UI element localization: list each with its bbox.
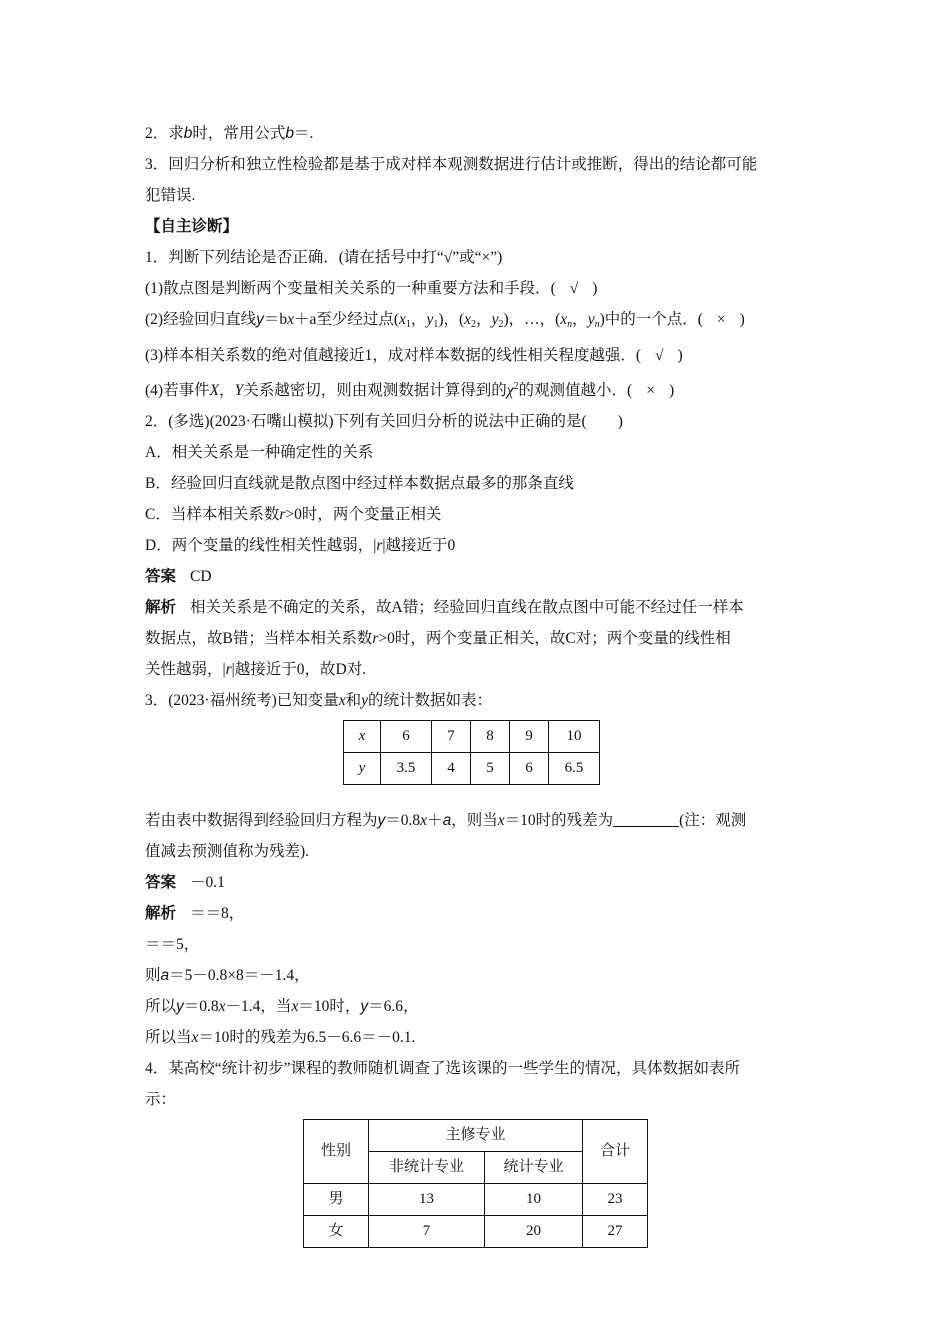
q1-statement-2: (2)经验回归直线y＝bx＋a至少经过点($x_1$，$y_1$)，($x_2$，$y_2$)，…，($x_n$，$y_n$)中的一个点．( × )	[145, 311, 745, 330]
cross-mark: ×	[716, 311, 726, 328]
q3-explanation-line3: 则a＝5－0.8×8＝－1.4，	[145, 967, 310, 984]
table-row: 女 7 20 27	[304, 1216, 648, 1248]
q2-option-a: A．相关关系是一种确定性的关系	[145, 444, 374, 461]
q1-statement-1: (1)散点图是判断两个变量相关关系的一种重要方法和手段．( √ )	[145, 280, 598, 297]
intro-item-2: 2．求b时，常用公式b＝.	[145, 125, 314, 142]
q4-stem-line1: 4．某高校“统计初步”课程的教师随机调查了选该课的一些学生的情况，具体数据如表所	[145, 1060, 741, 1077]
q4-stem-line2: 示：	[145, 1091, 177, 1108]
q3-stem: 3．(2023·福州统考)已知变量x和y的统计数据如表：	[145, 692, 493, 709]
q2-explanation-line1: 解析 相关关系是不确定的关系，故A错；经验回归直线在散点图中可能不经过任一样本	[145, 599, 744, 616]
q4-data-table-wrap	[303, 1119, 807, 1248]
table-subheader-row: 非统计专业 统计专业	[304, 1152, 648, 1184]
q2-explanation-line2: 数据点，故B错；当样本相关系数r>0时，两个变量正相关，故C对；两个变量的线性相	[145, 630, 731, 647]
q3-explanation-line5: 所以当x＝10时的残差为6.5－6.6＝－0.1.	[145, 1029, 416, 1046]
answer-blank	[613, 810, 679, 827]
q2-option-d: D．两个变量的线性相关性越弱，|r|越接近于0	[145, 537, 456, 554]
q3-data-table	[343, 720, 600, 785]
q3-explanation-line1: 解析 ＝＝8，	[145, 905, 245, 922]
table-row: 男 13 10 23	[304, 1184, 648, 1216]
q2-option-c: C．当样本相关系数r>0时，两个变量正相关	[145, 506, 442, 523]
q1-statement-3: (3)样本相关系数的绝对值越接近1，成对样本数据的线性相关程度越强．( √ )	[145, 347, 683, 364]
table-row: y 3.5 4 5 6 6.5	[344, 753, 600, 785]
intro-item-3-line1: 3．回归分析和独立性检验都是基于成对样本观测数据进行估计或推断，得出的结论都可能	[145, 156, 758, 173]
q1-stem: 1．判断下列结论是否正确．(请在括号中打“√”或“×”)	[145, 249, 503, 266]
q4-data-table	[303, 1119, 648, 1248]
q2-stem: 2．(多选)(2023·石嘴山模拟)下列有关回归分析的说法中正确的是( )	[145, 413, 623, 430]
check-mark: √	[569, 280, 579, 297]
cross-mark: ×	[646, 382, 655, 399]
check-mark: √	[655, 347, 664, 364]
q3-explanation-line2: ＝＝5，	[145, 936, 200, 953]
q3-text-line1: 若由表中数据得到经验回归方程为y＝0.8x＋a，则当x＝10时的残差为 (注：观测	[145, 812, 747, 829]
table-header-row: 性别 主修专业 合计	[304, 1120, 648, 1152]
q3-answer: 答案 －0.1	[145, 874, 225, 891]
q3-explanation-line4: 所以y＝0.8x－1.4，当x＝10时，y＝6.6，	[145, 998, 419, 1015]
q1-statement-4: (4)若事件X，Y关系越密切，则由观测数据计算得到的$\chi^2$的观测值越小．( × )	[145, 381, 675, 399]
q2-answer: 答案 CD	[145, 568, 212, 585]
q2-option-b: B．经验回归直线就是散点图中经过样本数据点最多的那条直线	[145, 475, 574, 492]
q3-text-line2: 值减去预测值称为残差).	[145, 843, 310, 860]
table-row: x 6 7 8 9 10	[344, 721, 600, 753]
intro-item-3-line2: 犯错误.	[145, 187, 196, 204]
section-header: 【自主诊断】	[145, 218, 239, 235]
q2-explanation-line3: 关性越弱，|r|越接近于0，故D对.	[145, 661, 367, 678]
q3-data-table-wrap	[343, 720, 807, 785]
document-page	[145, 118, 807, 1248]
